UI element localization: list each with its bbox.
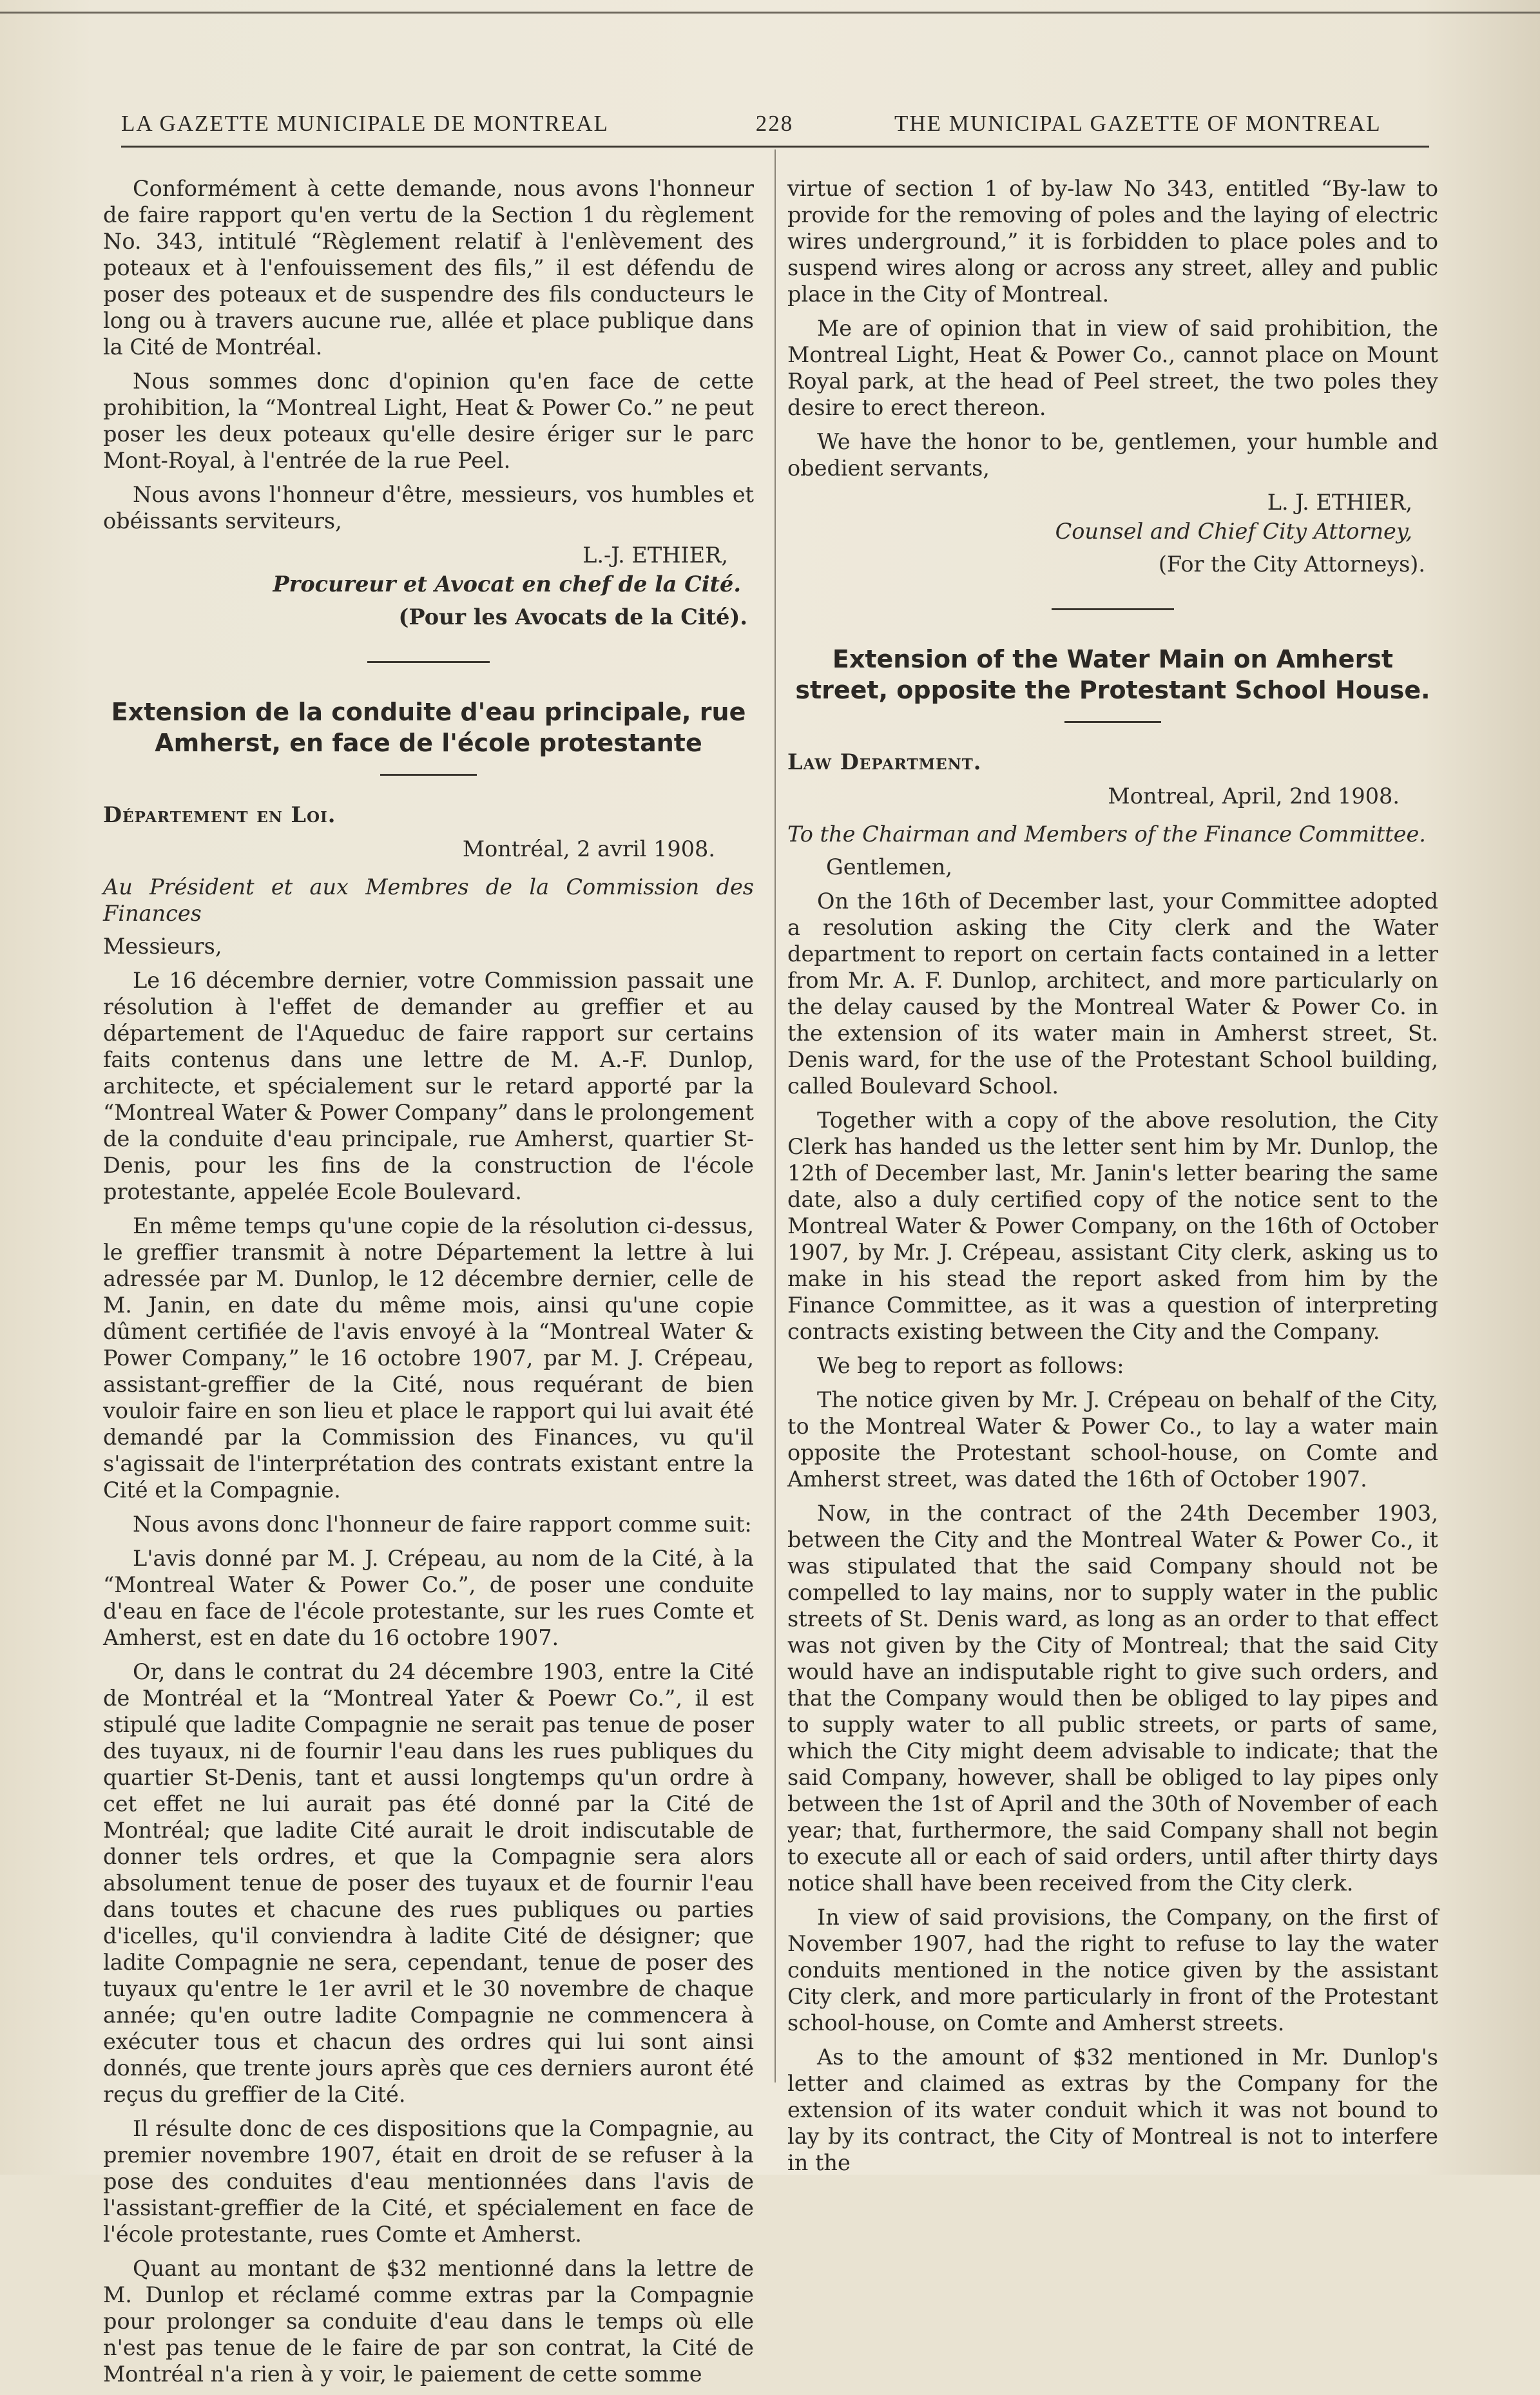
body-paragraph: We beg to report as follows:	[817, 1353, 1124, 1378]
body-paragraph: Together with a copy of the above resolution, the City Clerk has handed us the letter sent him by Mr. Dunlop, the 12th of December last, Mr. Janin's letter bearing the same date, also a duly certified copy of the notice sent to the Montreal Water & Power Company, on the 16th of October 1907, by Mr. J. Crépeau, assistant City clerk, asking us to make in his stead the report asked from him by the Finance Committee, as it was a question of interpreting contracts existing between the City and the Company.	[787, 1108, 1438, 1344]
letter-address: To the Chairman and Members of the Finance Committee.	[787, 822, 1426, 847]
body-paragraph: L'avis donné par M. J. Crépeau, au nom de la Cité, à la “Montreal Water & Power Co.”, de poser une conduite d'eau en face de l'école protestante, sur les rues Comte et Amherst, est en date du 16 octobre 1907.	[103, 1546, 754, 1650]
letter-date: Montréal, 2 avril 1908.	[462, 836, 715, 861]
intro-paragraph: We have the honor to be, gentlemen, your humble and obedient servants,	[787, 429, 1438, 481]
body-paragraph: Il résulte donc de ces dispositions que la Compagnie, au premier novembre 1907, était en droit de se refuser à la pose des conduites d'eau mentionnées dans l'avis de l'assistant-greffier de la Cité, et spécialement en face de l'école protestante, rues Comte et Amherst.	[103, 2116, 754, 2247]
body-paragraph: Now, in the contract of the 24th December 1903, between the City and the Montreal Water & Power Co., it was stipulated that the said Company should not be compelled to lay mains, nor to supply water in the public streets of St. Denis ward, as long as an order to that effect was not given by the City of Montreal; that the said City would have an indisputable right to give such orders, and that the Company would then be obliged to lay pipes and to supply water to all public streets, or parts of same, which the City might deem advisable to indicate; that the said Company, however, shall be obliged to lay pipes only between the 1st of April and the 30th of November of each year; that, furthermore, the said Company shall not begin to execute all or each of said orders, until after thirty days notice shall have been received from the City clerk.	[787, 1501, 1438, 1896]
signature-title: Counsel and Chief City Attorney,	[1055, 519, 1412, 544]
letter-date: Montreal, April, 2nd 1908.	[1108, 784, 1400, 809]
right-column	[787, 175, 1438, 2184]
department-line: Département en Loi.	[103, 802, 336, 827]
left-column	[103, 175, 754, 2395]
section-rule	[1052, 608, 1174, 610]
salutation: Gentlemen,	[826, 854, 952, 880]
department-line: Law Department.	[787, 749, 982, 774]
header-rule	[121, 146, 1429, 148]
header-right-title: THE MUNICIPAL GAZETTE OF MONTREAL	[894, 111, 1381, 136]
title-rule	[380, 774, 477, 776]
signature-note: (For the City Attorneys).	[1158, 552, 1425, 577]
signature-name: L.-J. ETHIER,	[582, 543, 728, 568]
intro-paragraph: virtue of section 1 of by-law No 343, entitled “By-law to provide for the removing of poles and the laying of electric wires underground,” it is forbidden to place poles and to suspend wires along or across any street, alley and public place in the City of Montreal.	[787, 176, 1438, 307]
salutation: Messieurs,	[103, 934, 222, 959]
intro-paragraph: Conformément à cette demande, nous avons l'honneur de faire rapport qu'en vertu de la Section 1 du règlement No. 343, intitulé “Règlement relatif à l'enlèvement des poteaux et à l'enfouissement des fils,” il est défendu de poser des poteaux et de suspendre des fils conducteurs le long ou à travers aucune rue, allée et place publique dans la Cité de Montréal.	[103, 176, 754, 360]
intro-paragraph: Me are of opinion that in view of said prohibition, the Montreal Light, Heat & Power Co., cannot place on Mount Royal park, at the head of Peel street, the two poles they desire to erect thereon.	[787, 316, 1438, 420]
intro-paragraph: Nous avons l'honneur d'être, messieurs, vos humbles et obéissants serviteurs,	[103, 482, 754, 534]
letter-address: Au Président et aux Membres de la Commission des Finances	[103, 874, 754, 926]
column-divider	[775, 149, 776, 2082]
body-paragraph: Le 16 décembre dernier, votre Commission passait une résolution à l'effet de demander au greffier et au département de l'Aqueduc de faire rapport sur certains faits contenus dans une lettre de M. A.-F. Dunlop, architecte, et spécialement sur le retard apporté par la “Montreal Water & Power Company” dans le prolongement de la conduite d'eau principale, rue Amherst, quartier St-Denis, pour les fins de la construction de l'école protestante, appelée Ecole Boulevard.	[103, 968, 754, 1204]
body-paragraph: The notice given by Mr. J. Crépeau on behalf of the City, to the Montreal Water & Power Co., to lay a water main opposite the Protestant school-house, on Comte and Amherst street, was dated the 16th of October 1907.	[787, 1387, 1438, 1492]
section-rule	[367, 661, 490, 663]
body-paragraph: In view of said provisions, the Company, on the first of November 1907, had the right to refuse to lay the water conduits mentioned in the notice given by the assistant City clerk, and more particularly in front of the Protestant school-house, on Comte and Amherst streets.	[787, 1905, 1438, 2035]
intro-paragraph: Nous sommes donc d'opinion qu'en face de cette prohibition, la “Montreal Light, Heat & Power Co.” ne peut poser les deux poteaux qu'elle desire ériger sur le parc Mont-Royal, à l'entrée de la rue Peel.	[103, 369, 754, 473]
header-left-title: LA GAZETTE MUNICIPALE DE MONTREAL	[121, 111, 609, 136]
body-paragraph: En même temps qu'une copie de la résolution ci-dessus, le greffier transmit à notre Département la lettre à lui adressée par M. Dunlop, le 12 décembre dernier, celle de M. Janin, en date du même mois, ainsi qu'une copie dûment certifiée de l'avis envoyé à la “Montreal Water & Power Company,” le 16 octobre 1907, par M. J. Crépeau, assistant-greffier de la Cité, nous requérant de bien vouloir faire en son lieu et place le rapport qui lui avait été demandé par la Commission des Finances, vu qu'il s'agissait de l'interprétation des contrats existant entre la Cité et la Compagnie.	[103, 1213, 754, 1503]
page-number: 228	[755, 111, 794, 136]
signature-title: Procureur et Avocat en chef de la Cité.	[273, 572, 741, 597]
body-paragraph: Or, dans le contrat du 24 décembre 1903, entre la Cité de Montréal et la “Montreal Yater & Poewr Co.”, il est stipulé que ladite Compagnie ne serait pas tenue de poser des tuyaux, ni de fournir l'eau dans les rues publiques du quartier St-Denis, tant et aussi longtemps qu'un ordre à cet effet ne lui aurait pas été donné par la Cité de Montréal; que ladite Cité aurait le droit indiscutable de donner tels ordres, et que la Compagnie sera alors absolument tenue de poser des tuyaux et de fournir l'eau dans toutes et chacune des rues publiques ou parties d'icelles, qu'il conviendra à ladite Cité de désigner; que ladite Compagnie ne sera, cependant, tenue de poser des tuyaux qu'entre le 1er avril et le 30 novembre de chaque année; qu'en outre ladite Compagnie ne commencera à exécuter tous et chacun des ordres qui lui sont ainsi donnés, que trente jours après que ces derniers auront été reçus du greffier de la Cité.	[103, 1659, 754, 2107]
body-paragraph: Quant au montant de $32 mentionné dans la lettre de M. Dunlop et réclamé comme extras par la Compagnie pour prolonger sa conduite d'eau dans le temps où elle n'est pas tenue de le faire de par son contrat, la Cité de Montréal n'a rien à y voir, le paiement de cette somme	[103, 2256, 754, 2387]
top-border-rule	[0, 12, 1540, 14]
body-paragraph: As to the amount of $32 mentioned in Mr. Dunlop's letter and claimed as extras by the Company for the extension of its water conduit which it was not bound to lay by its contract, the City of Montreal is not to interfere in the	[787, 2044, 1438, 2175]
article-title: Extension of the Water Main on Amherst street, opposite the Protestant School House.	[795, 645, 1430, 704]
article-title: Extension de la conduite d'eau principale, rue Amherst, en face de l'école protestante	[111, 698, 746, 757]
signature-note: (Pour les Avocats de la Cité).	[398, 604, 747, 630]
title-rule	[1064, 721, 1161, 723]
body-paragraph: On the 16th of December last, your Committee adopted a resolution asking the City clerk and the Water department to report on certain facts contained in a letter from Mr. A. F. Dunlop, architect, and more particularly on the delay caused by the Montreal Water & Power Co. in the extension of its water main in Amherst street, St. Denis ward, for the use of the Protestant School building, called Boulevard School.	[787, 889, 1438, 1099]
signature-name: L. J. ETHIER,	[1267, 490, 1412, 515]
body-paragraph: Nous avons donc l'honneur de faire rapport comme suit:	[133, 1512, 752, 1537]
